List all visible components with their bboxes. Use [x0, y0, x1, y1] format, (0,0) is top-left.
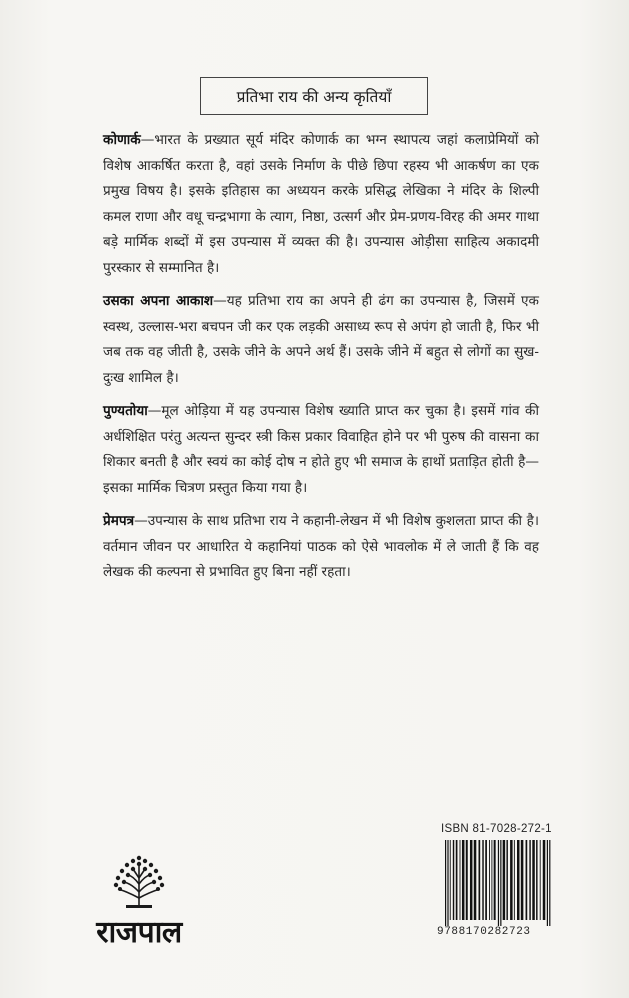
barcode-bar — [510, 840, 512, 920]
barcode-bar — [498, 840, 499, 926]
book-description: —मूल ओड़िया में यह उपन्यास विशेष ख्याति प्राप्त कर चुका है। इसमें गांव की अर्धशिक्षित परंतु अत्यन्त सुन्दर स्त्री किस प्रकार विवाहित होने पर भी पुरुष की वासना का शिकार बनती है और स्वयं का कोई दोष न होते हुए भी समाज के हाथों प्रताड़ित होती है—इसका मार्मिक चित्रण प्रस्तुत किया गया है। — [103, 403, 539, 496]
barcode-bar — [540, 840, 541, 920]
barcode-bar — [517, 840, 520, 920]
book-description: —उपन्यास के साथ प्रतिभा राय ने कहानी-लेखन में भी विशेष कुशलता प्राप्त की है। वर्तमान जीवन पर आधारित ये कहानियां पाठक को ऐसे भावलोक में ले जाती हैं कि वह लेखक की कल्पना से प्रभावित हुए बिना नहीं रहता। — [103, 513, 539, 580]
book-title: प्रेमपत्र — [103, 513, 135, 529]
barcode-block — [437, 823, 567, 941]
barcode-bar — [549, 840, 550, 926]
book-description: —भारत के प्रख्यात सूर्य मंदिर कोणार्क का भग्न स्थापत्य जहां कलाप्रेमियों को विशेष आकर्षित करता है, वहां उसके निर्माण के पीछे छिपा रहस्य भी आकर्षण का एक प्रमुख विषय है। इसके इतिहास का अध्ययन करके प्रसिद्ध लेखिका ने मंदिर के शिल्पी कमल राणा और वधू चन्द्रभागा के त्याग, निष्ठा, उत्सर्ग और प्रेम-प्रणय-विरह की अमर गाथा बड़े मार्मिक शब्दों में इस उपन्यास में व्यक्त की है। उपन्यास ओड़ीसा साहित्य अकादमी पुरस्कार से सम्मानित है। — [103, 132, 539, 276]
barcode-bar — [543, 840, 546, 920]
book-entry-prempatra — [103, 509, 539, 586]
ean-number: 9788170282723 — [437, 926, 531, 938]
barcode-bar — [479, 840, 481, 920]
barcode-bar — [450, 840, 451, 920]
barcode-bar — [503, 840, 506, 920]
book-entry-konark — [103, 128, 539, 281]
book-title: उसका अपना आकाश — [103, 293, 214, 309]
barcode-bar — [456, 840, 458, 920]
book-title: पुण्यतोया — [103, 403, 148, 419]
barcode-bar — [500, 840, 501, 926]
tree-icon — [104, 852, 174, 910]
book-entry-punyatoya — [103, 399, 539, 501]
book-title: कोणार्क — [103, 132, 141, 148]
barcode-bar — [466, 840, 468, 920]
barcode-bar — [526, 840, 528, 920]
barcode-bar — [532, 840, 535, 920]
barcode-bar — [536, 840, 537, 920]
barcode-bar — [491, 840, 492, 920]
barcode-bar — [547, 840, 548, 926]
barcode-bar — [494, 840, 496, 920]
barcode-bar — [460, 840, 461, 920]
publisher-logo — [84, 852, 194, 950]
barcode-bar — [462, 840, 465, 920]
barcode-bar — [445, 840, 446, 926]
barcode-bar — [453, 840, 454, 920]
barcode-bar — [447, 840, 448, 926]
book-description: —यह प्रतिभा राय का अपने ही ढंग का उपन्यास है, जिसमें एक स्वस्थ, उल्लास-भरा बचपन जी कर एक लड़की असाध्य रूप से अपंग हो जाती है, फिर भी जब तक वह जीती है, उसके जीने के अपने अर्थ हैं। उसके जीने में बहुत से लोगों का सुख-दुःख शामिल है। — [103, 293, 539, 386]
barcode-bar — [474, 840, 477, 920]
barcode-bar — [514, 840, 515, 920]
barcode-bar — [521, 840, 524, 920]
section-title: प्रतिभा राय की अन्य कृतियाँ — [200, 77, 428, 115]
barcode-bar — [485, 840, 487, 920]
barcode-bar — [482, 840, 483, 920]
publisher-name: राजपाल — [96, 915, 182, 950]
isbn-number: ISBN 81-7028-272-1 — [441, 823, 552, 835]
barcode — [437, 840, 567, 926]
book-descriptions — [103, 128, 539, 594]
barcode-bar — [470, 840, 473, 920]
book-entry-uska-apna-aakash — [103, 289, 539, 391]
barcode-bar — [529, 840, 530, 920]
barcode-bar — [489, 840, 490, 920]
barcode-bar — [506, 840, 507, 920]
